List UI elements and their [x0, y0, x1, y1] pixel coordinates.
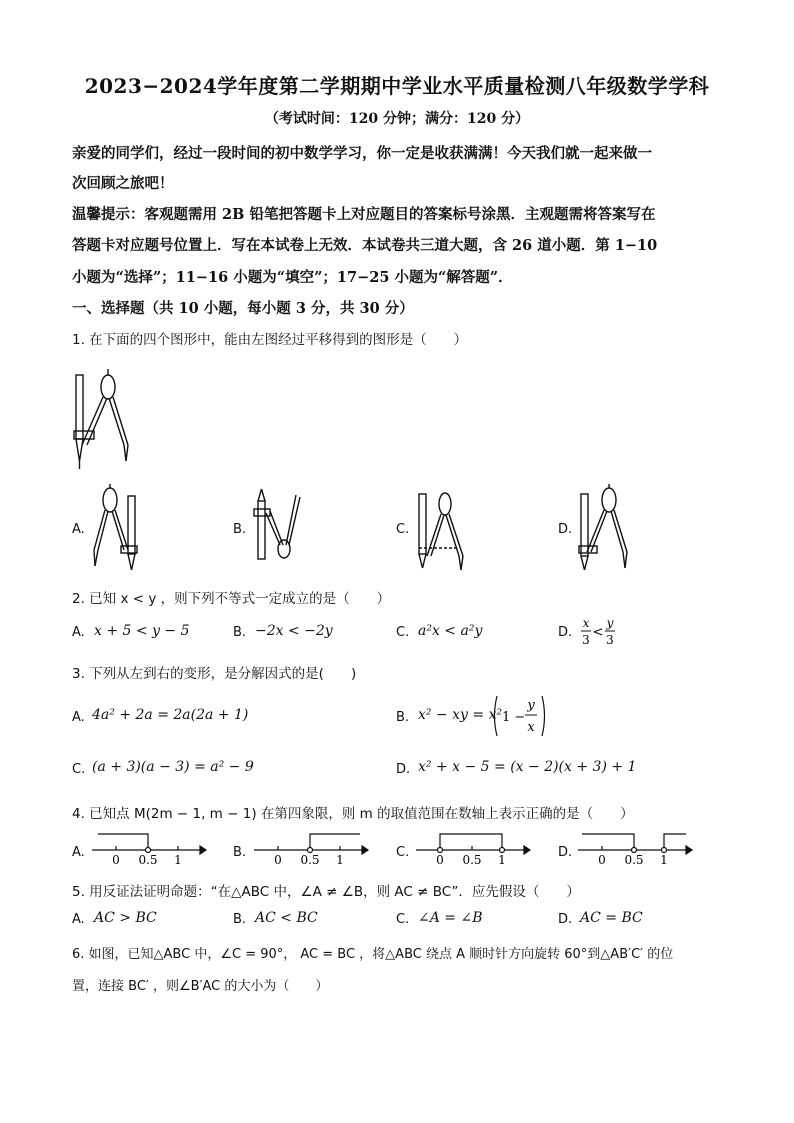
q3-option-b-label: B. [396, 710, 410, 725]
q5-option-d-text: AC = BC [580, 910, 643, 926]
q4-option-c-number-line [412, 826, 532, 870]
q3-b-one: 1 − [502, 710, 526, 725]
q4-a-tick-1: 1 [174, 853, 182, 867]
q4-b-tick-1: 1 [336, 853, 344, 867]
q2-option-b-label: B. [233, 625, 247, 640]
q3-option-b-fraction-group [492, 694, 552, 738]
q2-option-b-text: −2x < −2y [255, 623, 333, 639]
q4-option-d-number-line [574, 826, 698, 870]
intro-line-1: 亲爱的同学们，经过一段时间的初中数学学习，你一定是收获满满！今天我们就一起来做一 [72, 145, 652, 162]
q1-option-d-figure [575, 482, 635, 574]
q2-option-d-fraction [578, 614, 618, 650]
q5-stem: 5. 用反证法证明命题：“在△ABC 中，∠A ≠ ∠B，则 AC ≠ BC”．应先假设（ ） [72, 884, 580, 900]
tip-line-2: 答题卡对应题号位置上．写在本试卷上无效．本试卷共三道大题，含 26 道小题．第 1−10 [72, 237, 658, 254]
q1-option-c-figure [413, 484, 473, 572]
q5-option-b-text: AC < BC [255, 910, 318, 926]
q1-option-c-label: C. [396, 522, 410, 537]
q1-option-d-label: D. [558, 522, 573, 537]
q4-c-tick-1: 1 [498, 853, 506, 867]
q2-d-den1: 3 [582, 633, 590, 647]
q4-a-tick-0: 0 [112, 853, 120, 867]
q3-option-a-text: 4a² + 2a = 2a(2a + 1) [92, 707, 249, 723]
q3-option-a-label: A. [72, 710, 85, 725]
q3-option-d-label: D. [396, 762, 411, 777]
q5-option-b-label: B. [233, 912, 247, 927]
section-heading: 一、选择题（共 10 小题，每小题 3 分，共 30 分） [72, 300, 414, 317]
q3-b-num: y [527, 698, 535, 713]
q4-b-tick-0: 0 [274, 853, 282, 867]
q2-option-a-label: A. [72, 625, 85, 640]
q4-option-b-label: B. [233, 845, 247, 860]
q6-line-1: 6. 如图，已知△ABC 中，∠C = 90°， AC = BC ，将△ABC 绕点 A 顺时针方向旋转 60°到△AB′C′ 的位 [72, 947, 674, 962]
q4-c-tick-05: 0.5 [462, 853, 482, 867]
q4-d-tick-05: 0.5 [624, 853, 644, 867]
q4-option-d-label: D. [558, 845, 573, 860]
q1-option-b-label: B. [233, 522, 247, 537]
q2-option-c-text: a²x < a²y [418, 623, 483, 639]
exam-subtitle: （考试时间：120 分钟；满分：120 分） [264, 111, 530, 127]
q4-b-tick-05: 0.5 [300, 853, 320, 867]
q3-b-den: x [527, 720, 535, 735]
q4-option-b-number-line [250, 826, 370, 870]
q1-option-a-figure [88, 482, 148, 572]
q5-option-a-label: A. [72, 912, 85, 927]
q2-option-c-label: C. [396, 625, 410, 640]
q2-d-num2: y [606, 616, 614, 630]
q1-reference-compass-figure [70, 365, 140, 475]
q3-option-d-text: x² + x − 5 = (x − 2)(x + 3) + 1 [418, 759, 637, 775]
q3-option-b-pre: x² − xy = x² [418, 707, 503, 723]
q4-option-a-label: A. [72, 845, 85, 860]
q4-option-c-label: C. [396, 845, 410, 860]
q4-d-tick-1: 1 [660, 853, 668, 867]
q2-d-op: < [592, 625, 604, 640]
q2-d-num1: x [582, 616, 590, 630]
tip-line-1: 温馨提示：客观题需用 2B 铅笔把答题卡上对应题目的答案标号涂黑．主观题需将答案写在 [72, 206, 656, 223]
q2-option-a-text: x + 5 < y − 5 [94, 623, 190, 639]
q1-stem: 1. 在下面的四个图形中，能由左图经过平移得到的图形是（ ） [72, 332, 468, 348]
exam-title: 2023−2024学年度第二学期期中学业水平质量检测八年级数学学科 [84, 74, 710, 98]
q3-stem: 3. 下列从左到右的变形，是分解因式的是( ) [72, 666, 357, 682]
q6-line-2: 置，连接 BC′ ，则∠B′AC 的大小为（ ） [72, 979, 329, 994]
q4-d-tick-0: 0 [598, 853, 606, 867]
q5-option-d-label: D. [558, 912, 573, 927]
q5-option-c-label: C. [396, 912, 410, 927]
q4-stem: 4. 已知点 M(2m − 1, m − 1) 在第四象限，则 m 的取值范围在数轴上表示正确的是（ ） [72, 806, 634, 822]
tip-line-3: 小题为“选择”；11−16 小题为“填空”；17−25 小题为“解答题”． [72, 269, 513, 286]
q4-a-tick-05: 0.5 [138, 853, 158, 867]
q1-option-a-label: A. [72, 522, 85, 537]
q4-c-tick-0: 0 [436, 853, 444, 867]
q5-option-a-text: AC > BC [94, 910, 157, 926]
intro-line-2: 次回顾之旅吧！ [72, 175, 174, 192]
q2-d-den2: 3 [606, 633, 614, 647]
q1-option-b-figure [250, 485, 310, 565]
q2-option-d-label: D. [558, 625, 573, 640]
q4-option-a-number-line [88, 826, 208, 870]
q3-option-c-text: (a + 3)(a − 3) = a² − 9 [92, 759, 254, 775]
q2-stem: 2. 已知 x < y ，则下列不等式一定成立的是（ ） [72, 591, 391, 607]
q3-option-c-label: C. [72, 762, 86, 777]
q5-option-c-text: ∠A = ∠B [418, 910, 483, 926]
